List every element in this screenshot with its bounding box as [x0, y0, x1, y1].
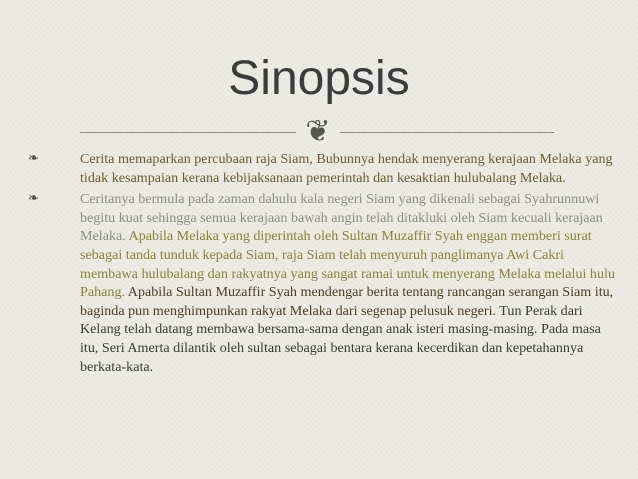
bullet-text: Cerita memaparkan percubaan raja Siam, Bubunnya hendak menyerang kerajaan Melaka yang tidak kesampaian kerana kebijaksanaan pemerintah dan kesaktian hulubalang Melaka: [80, 151, 613, 186]
swirl-ornament-icon: ❦: [305, 114, 331, 149]
slide-title: Sinopsis: [228, 52, 410, 105]
slide-content: [28, 150, 618, 379]
bullet-text: Ceritanya bermula pada zaman dahulu kala negeri Siam yang dikenali sebagai Syahrunnuwi begitu kuat sehingga semua kerajaan bawah angin telah ditakluki oleh Siam kecuali kerajaan Melaka.: [80, 191, 603, 245]
bullet-text: Apabila Sultan Muzaffir Syah mendengar berita tentang rancangan serangan Siam itu, baginda pun menghimpunkan rakyat Melaka dari segenap pelusuk negeri.: [80, 284, 614, 319]
title-divider-left: [80, 132, 296, 133]
bullet-text: Tun Perak dari Kelang telah datang membawa bersama-sama dengan anak isteri masing-masing. Pada masa itu, Seri Amerta dilantik oleh sultan sebagai bentara kerana kecerdikan dan kepetahannya berkata-kata.: [80, 302, 601, 375]
ornament-bullet-icon: ❧: [28, 151, 39, 166]
bullet-item: [28, 190, 618, 376]
bullet-item: [28, 150, 618, 187]
ornament-bullet-icon: ❧: [28, 191, 39, 207]
bullet-text: .: [562, 169, 566, 186]
bullet-text: Apabila Melaka yang diperintah oleh Sultan Muzaffir Syah enggan memberi surat sebagai tanda tunduk kepada Siam, raja Siam telah menyuruh panglimanya Awi Cakri membawa hulubalang dan rakyatnya yang sangat ramai untuk menyerang Melaka melalui hulu Pahang.: [80, 228, 615, 301]
title-divider-right: [340, 132, 554, 133]
